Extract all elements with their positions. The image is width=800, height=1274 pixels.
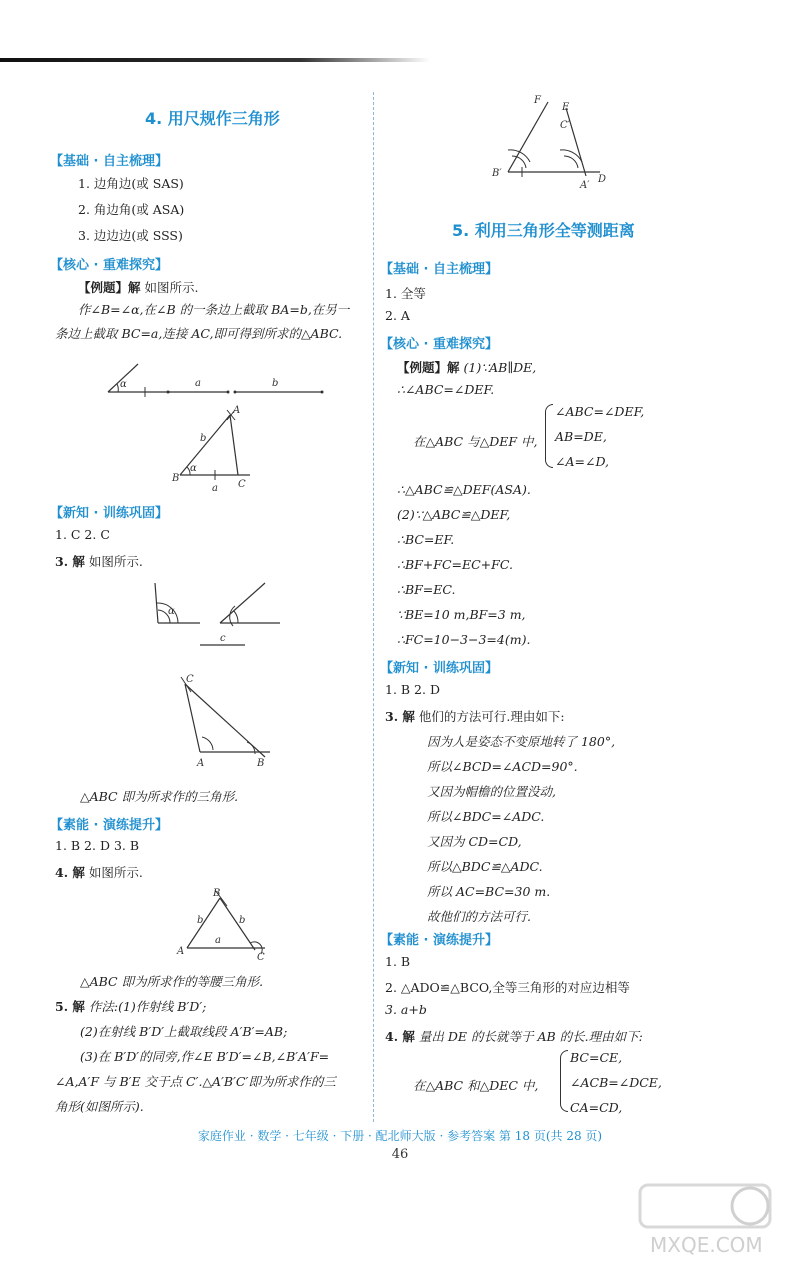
r-skill-item-3: 3. a+b — [385, 1002, 427, 1017]
left-skill-answers: 1. B 2. D 3. B — [55, 838, 140, 853]
q5-line-5: 角形(如图所示). — [55, 1099, 144, 1114]
r-q3-line-5: 又因为 CD=CD, — [427, 834, 522, 849]
q4-label: 4. 解 — [55, 865, 85, 880]
r-example-7: ∴BF=EC. — [397, 582, 456, 597]
example-line-2: 条边上截取 BC=a,连接 AC,即可得到所求的△ABC. — [55, 326, 343, 341]
q5-line-4: ∠A,A′F 与 B′E 交于点 C′.△A′B′C′即为所求作的三 — [55, 1074, 336, 1089]
r-example-sys-2: AB=DE, — [555, 429, 607, 444]
q5-line-1: 作法:(1)作射线 B′D′; — [88, 999, 207, 1014]
figure-q3-triangle — [175, 672, 285, 772]
r-q4-in: 在△ABC 和△DEC 中, — [413, 1078, 539, 1093]
r-example-6: ∴BF+FC=EC+FC. — [397, 557, 513, 572]
r-q3-line-6: 所以△BDC≌△ADC. — [427, 859, 543, 874]
r-q3-line-3: 又因为帽檐的位置没动, — [427, 784, 556, 799]
q5-label-F: F — [534, 95, 541, 106]
left-heading-skill: 【素能 · 演练提升】 — [50, 818, 168, 833]
example-text: 如图所示. — [144, 280, 199, 295]
left-heading-new: 【新知 · 训练巩固】 — [50, 506, 168, 521]
r-example-4: (2)∵△ABC≌△DEF, — [397, 507, 511, 522]
example-label: 【例题】解 — [78, 280, 141, 295]
r-example-5: ∴BC=EF. — [397, 532, 455, 547]
label-alpha: α — [190, 463, 197, 474]
q5-label-Bp: B′ — [492, 168, 502, 179]
header-rule — [0, 58, 430, 62]
left-basic-item-3: 3. 边边边(或 SSS) — [78, 228, 183, 243]
example-line-1: 作∠B=∠α,在∠B 的一条边上截取 BA=b,在另一 — [78, 302, 350, 317]
r-skill-item-1: 1. B — [385, 954, 411, 969]
r-q4-sys-3: CA=CD, — [570, 1100, 623, 1115]
q3-label-A: A — [197, 758, 205, 769]
page-number: 46 — [391, 1147, 409, 1162]
q4-text: 如图所示. — [88, 865, 143, 880]
r-q3-text: 他们的方法可行.理由如下: — [418, 709, 565, 724]
r-q3-label: 3. 解 — [385, 709, 415, 724]
q5-line-2: (2)在射线 B′D′上截取线段 A′B′=AB; — [80, 1024, 288, 1039]
q3-alpha-label: α — [168, 606, 175, 617]
r-q3-line-7: 所以 AC=BC=30 m. — [427, 884, 551, 899]
r-example-label: 【例题】解 — [397, 360, 460, 375]
left-basic-item-1: 1. 边角边(或 SAS) — [78, 176, 184, 191]
right-new-answers: 1. B 2. D — [385, 682, 440, 697]
q3-conclusion: △ABC 即为所求作的三角形. — [80, 789, 239, 804]
figure-q5-triangle — [490, 96, 620, 191]
q3-label: 3. 解 — [55, 554, 85, 569]
r-q4-sys-1: BC=CE, — [570, 1050, 623, 1065]
r-skill-item-2: 2. △ADO≌△BCO,全等三角形的对应边相等 — [385, 980, 630, 995]
label-A: A — [233, 405, 241, 416]
r-q4-text: 量出 DE 的长就等于 AB 的长.理由如下: — [418, 1029, 643, 1044]
r-q3-line-4: 所以∠BDC=∠ADC. — [427, 809, 545, 824]
column-divider — [373, 92, 374, 1122]
q5-label-D: D — [598, 174, 607, 185]
r-q3-line-8: 故他们的方法可行. — [427, 909, 531, 924]
alpha-label: α — [120, 379, 127, 390]
q3-label-B: B — [257, 758, 265, 769]
r-example-8: ∵BE=10 m,BF=3 m, — [397, 607, 526, 622]
right-heading-basic: 【基础 · 自主梳理】 — [380, 262, 498, 277]
q4-label-b: b — [197, 915, 204, 926]
r-example-brace — [545, 404, 553, 468]
seg-a-label: a — [195, 378, 201, 389]
q4-conclusion: △ABC 即为所求作的等腰三角形. — [80, 974, 264, 989]
q3-c-label: c — [220, 633, 226, 644]
watermark-text: MXQE.COM — [650, 1233, 763, 1257]
label-a: a — [212, 483, 218, 494]
figure-q3-angle — [150, 578, 330, 653]
left-section-title: 4. 用尺规作三角形 — [145, 109, 280, 128]
q3-label-C: C — [186, 674, 194, 685]
q4-label-b2: b — [239, 915, 246, 926]
right-section-title: 5. 利用三角形全等测距离 — [452, 221, 635, 240]
q5-label: 5. 解 — [55, 999, 85, 1014]
figure-example-triangle — [170, 405, 290, 495]
right-heading-skill: 【素能 · 演练提升】 — [380, 933, 498, 948]
r-q3-line-1: 因为人是姿态不变原地转了 180°, — [427, 734, 616, 749]
label-b: b — [200, 433, 207, 444]
right-basic-item-2: 2. A — [385, 308, 410, 323]
right-basic-item-1: 1. 全等 — [385, 286, 426, 301]
r-q4-brace — [560, 1050, 568, 1112]
figure-q4-isosceles — [175, 888, 285, 963]
q3-text: 如图所示. — [88, 554, 143, 569]
r-example-sys-1: ∠ABC=∠DEF, — [555, 404, 645, 419]
seg-b-label: b — [272, 378, 279, 389]
r-q4-sys-2: ∠ACB=∠DCE, — [570, 1075, 662, 1090]
r-example-1: (1)∵AB∥DE, — [463, 360, 537, 375]
label-B: B — [172, 473, 180, 484]
r-q3-line-2: 所以∠BCD=∠ACD=90°. — [427, 759, 578, 774]
r-example-3: ∴△ABC≌△DEF(ASA). — [397, 482, 531, 497]
r-example-sys-3: ∠A=∠D, — [555, 454, 609, 469]
q4-label-C: C — [257, 952, 265, 963]
watermark-logo — [620, 1180, 780, 1260]
left-heading-core: 【核心 · 重难探究】 — [50, 258, 168, 273]
r-example-9: ∴FC=10−3−3=4(m). — [397, 632, 531, 647]
r-example-in: 在△ABC 与△DEF 中, — [413, 434, 538, 449]
q5-label-E: E — [562, 102, 570, 113]
r-example-2: ∴∠ABC=∠DEF. — [397, 382, 495, 397]
q4-label-A: A — [177, 946, 185, 957]
label-C: C — [238, 479, 246, 490]
left-heading-basic: 【基础 · 自主梳理】 — [50, 154, 168, 169]
page-footer: 家庭作业 · 数学 · 七年级 · 下册 · 配北师大版 · 参考答案 第 18 页(共 28 页) — [197, 1129, 603, 1143]
left-new-answers: 1. C 2. C — [55, 527, 110, 542]
q5-label-Ap: A′ — [580, 180, 590, 191]
q5-line-3: (3)在 B′D′的同旁,作∠E B′D′=∠B,∠B′A′F= — [80, 1049, 330, 1064]
figure-given-parts — [100, 370, 440, 410]
right-heading-new: 【新知 · 训练巩固】 — [380, 661, 498, 676]
q4-label-B: B — [213, 888, 221, 899]
r-q4-label: 4. 解 — [385, 1029, 415, 1044]
left-basic-item-2: 2. 角边角(或 ASA) — [78, 202, 185, 217]
right-heading-core: 【核心 · 重难探究】 — [380, 337, 498, 352]
q5-label-Cp: C′ — [560, 120, 570, 131]
q4-label-a: a — [215, 935, 221, 946]
